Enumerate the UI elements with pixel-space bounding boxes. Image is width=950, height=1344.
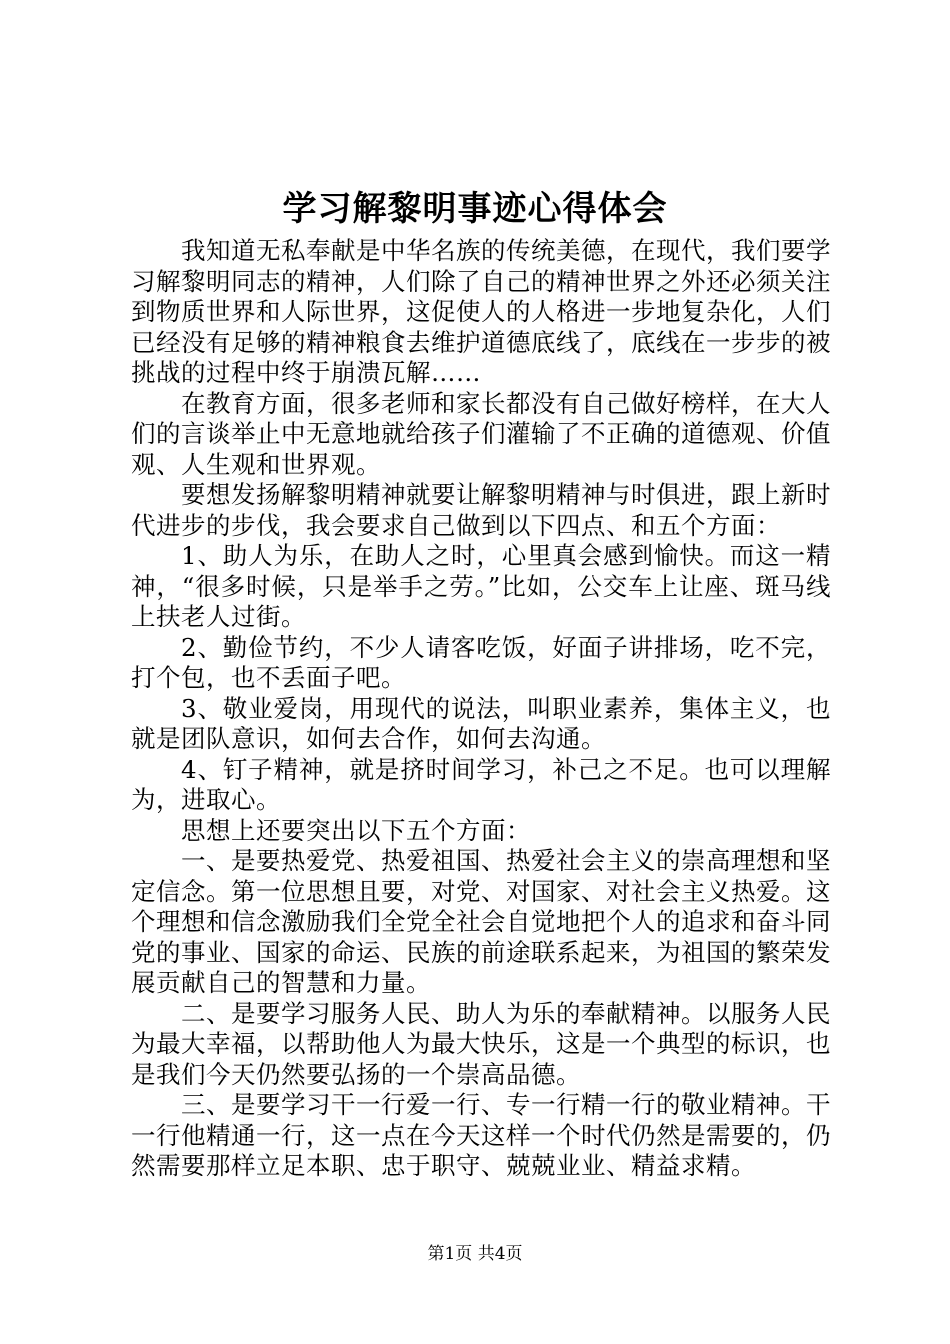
paragraph: 要想发扬解黎明精神就要让解黎明精神与时俱进，跟上新时代进步的步伐，我会要求自己做到以下四点、和五个方面： [131, 480, 831, 540]
paragraph: 1、助人为乐，在助人之时，心里真会感到愉快。而这一精神，“很多时候，只是举手之劳。”比如，公交车上让座、斑马线上扶老人过街。 [131, 541, 831, 631]
document-body [131, 236, 831, 1182]
paragraph: 三、是要学习干一行爱一行、专一行精一行的敬业精神。干一行他精通一行，这一点在今天这样一个时代仍然是需要的，仍然需要那样立足本职、忠于职守、兢兢业业、精益求精。 [131, 1090, 831, 1180]
paragraph: 思想上还要突出以下五个方面： [181, 815, 531, 845]
paragraph: 在教育方面，很多老师和家长都没有自己做好榜样，在大人们的言谈举止中无意地就给孩子们灌输了不正确的道德观、价值观、人生观和世界观。 [131, 388, 831, 479]
paragraph: 我知道无私奉献是中华名族的传统美德，在现代，我们要学习解黎明同志的精神，人们除了自己的精神世界之外还必须关注到物质世界和人际世界，这促使人的人格进一步地复杂化，人们已经没有足够的精神粮食去维护道德底线了，底线在一步步的被挑战的过程中终于崩溃瓦解…… [131, 236, 831, 387]
paragraph: 二、是要学习服务人民、助人为乐的奉献精神。以服务人民为最大幸福，以帮助他人为最大快乐，这是一个典型的标识，也是我们今天仍然要弘扬的一个崇高品德。 [131, 998, 831, 1089]
paragraph: 4、钉子精神，就是挤时间学习，补己之不足。也可以理解为，进取心。 [131, 754, 831, 814]
document-title: 学习解黎明事迹心得体会 [282, 189, 668, 229]
paragraph: 2、勤俭节约，不少人请客吃饭，好面子讲排场，吃不完，打个包，也不丢面子吧。 [131, 632, 831, 692]
page-number-footer: 第1页 共4页 [427, 1244, 523, 1264]
paragraph: 一、是要热爱党、热爱祖国、热爱社会主义的崇高理想和坚定信念。第一位思想且要，对党、对国家、对社会主义热爱。这个理想和信念激励我们全党全社会自觉地把个人的追求和奋斗同党的事业、国家的命运、民族的前途联系起来，为祖国的繁荣发展贡献自己的智慧和力量。 [131, 846, 831, 997]
paragraph: 3、敬业爱岗，用现代的说法，叫职业素养，集体主义，也就是团队意识，如何去合作，如何去沟通。 [131, 693, 831, 753]
